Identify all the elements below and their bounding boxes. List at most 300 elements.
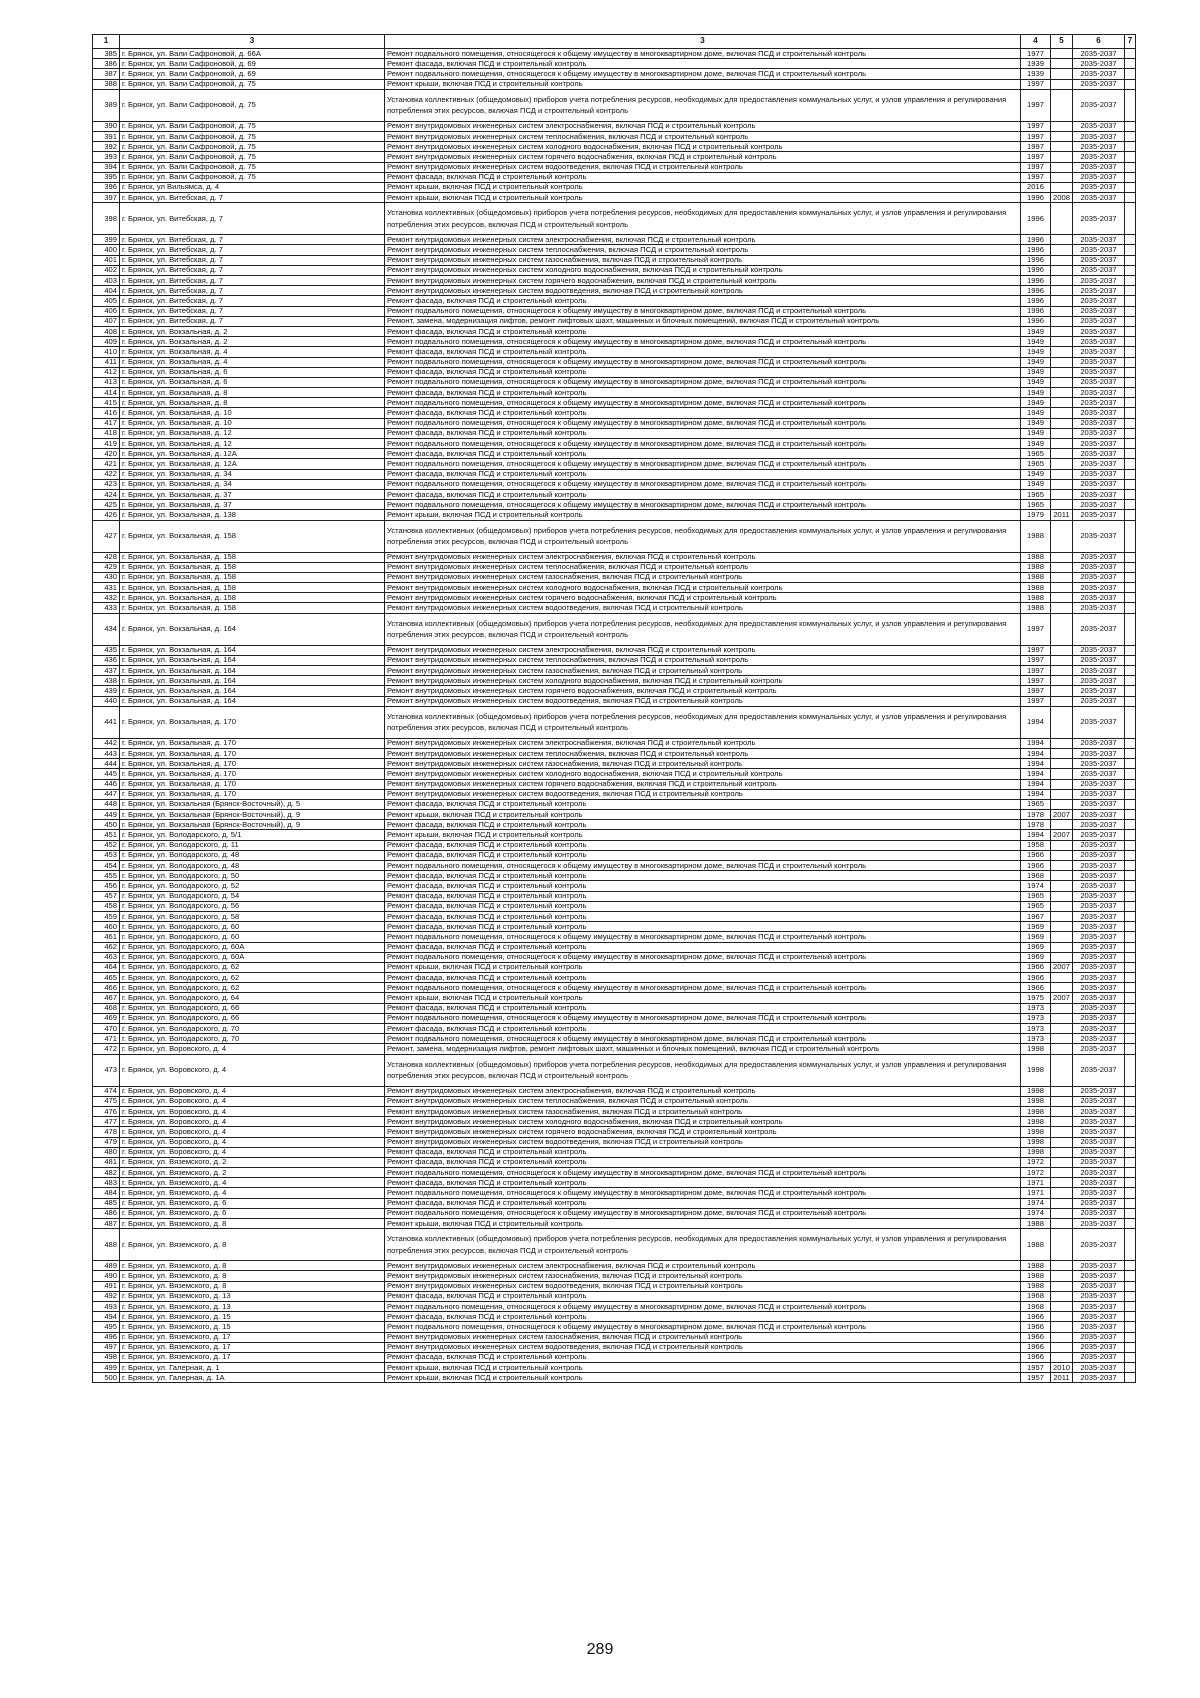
row-address: г. Брянск, ул. Вокзальная, д. 164 [120,613,385,645]
row-work-type: Ремонт внутридомовых инженерных систем водоотведения, включая ПСД и строительный контроль [385,1137,1021,1147]
table-row [93,428,1136,438]
row-address: г. Брянск, ул. Воровского, д. 4 [120,1117,385,1127]
row-year-last-repair [1051,347,1073,357]
row-number: 471 [93,1034,120,1044]
row-number: 468 [93,1003,120,1013]
row-year-last-repair [1051,377,1073,387]
row-address: г. Брянск, ул. Вокзальная, д. 4 [120,357,385,367]
row-work-type: Ремонт фасада, включая ПСД и строительный контроль [385,1178,1021,1188]
row-period: 2035-2037 [1073,326,1125,336]
row-year-built: 1997 [1021,89,1051,121]
row-address: г. Брянск, ул. Володарского, д. 62 [120,973,385,983]
row-extra [1125,552,1136,562]
row-number: 480 [93,1147,120,1157]
table-row [93,993,1136,1003]
table-row [93,245,1136,255]
row-number: 499 [93,1363,120,1373]
row-extra [1125,418,1136,428]
row-work-type: Ремонт фасада, включая ПСД и строительный контроль [385,881,1021,891]
row-number: 474 [93,1086,120,1096]
row-year-last-repair [1051,952,1073,962]
row-year-last-repair [1051,1271,1073,1281]
row-number: 493 [93,1301,120,1311]
row-extra [1125,748,1136,758]
table-row [93,255,1136,265]
table-row [93,1034,1136,1044]
row-work-type: Ремонт внутридомовых инженерных систем горячего водоснабжения, включая ПСД и строительный контроль [385,1127,1021,1137]
row-period: 2035-2037 [1073,182,1125,192]
row-address: г. Брянск, ул. Вали Сафроновой, д. 75 [120,89,385,121]
row-work-type: Ремонт внутридомовых инженерных систем горячего водоснабжения, включая ПСД и строительный контроль [385,686,1021,696]
row-year-last-repair [1051,861,1073,871]
row-year-last-repair [1051,520,1073,552]
table-row [93,510,1136,520]
row-year-last-repair [1051,245,1073,255]
row-work-type: Ремонт внутридомовых инженерных систем водоотведения, включая ПСД и строительный контроль [385,696,1021,706]
row-work-type: Ремонт крыши, включая ПСД и строительный контроль [385,510,1021,520]
row-year-built: 1994 [1021,779,1051,789]
row-address: г. Брянск, ул. Володарского, д. 60 [120,932,385,942]
table-row [93,1271,1136,1281]
row-year-built: 1997 [1021,666,1051,676]
row-address: г. Брянск, ул. Воровского, д. 4 [120,1147,385,1157]
row-year-last-repair: 2011 [1051,510,1073,520]
row-address: г. Брянск, ул. Володарского, д. 60 [120,922,385,932]
table-row [93,1024,1136,1034]
row-number: 388 [93,79,120,89]
table-row [93,799,1136,809]
row-year-last-repair [1051,1261,1073,1271]
row-year-built: 1949 [1021,377,1051,387]
row-extra [1125,911,1136,921]
row-period: 2035-2037 [1073,1261,1125,1271]
row-year-last-repair [1051,748,1073,758]
row-number: 397 [93,193,120,203]
row-work-type: Ремонт подвального помещения, относящегося к общему имуществу в многоквартирном доме, включая ПСД и строительный контроль [385,1168,1021,1178]
row-year-built: 1996 [1021,255,1051,265]
row-year-built: 1994 [1021,830,1051,840]
row-year-built: 1994 [1021,748,1051,758]
row-work-type: Ремонт внутридомовых инженерных систем водоотведения, включая ПСД и строительный контроль [385,286,1021,296]
row-work-type: Ремонт фасада, включая ПСД и строительный контроль [385,799,1021,809]
row-address: г. Брянск, ул. Вокзальная, д. 8 [120,398,385,408]
row-year-built: 1973 [1021,1003,1051,1013]
row-year-last-repair [1051,449,1073,459]
table-row [93,901,1136,911]
row-year-last-repair [1051,973,1073,983]
row-work-type: Ремонт фасада, включая ПСД и строительный контроль [385,428,1021,438]
table-row [93,172,1136,182]
row-year-last-repair [1051,932,1073,942]
row-year-built: 1997 [1021,613,1051,645]
register-sheet [92,34,1135,1383]
row-year-last-repair [1051,276,1073,286]
row-year-last-repair [1051,459,1073,469]
row-address: г. Брянск, ул. Вали Сафроновой, д. 75 [120,162,385,172]
row-year-last-repair: 2007 [1051,830,1073,840]
row-period: 2035-2037 [1073,911,1125,921]
table-row [93,1208,1136,1218]
row-address: г. Брянск, ул. Вяземского, д. 6 [120,1198,385,1208]
row-year-last-repair [1051,1034,1073,1044]
row-period: 2035-2037 [1073,613,1125,645]
row-year-built: 1979 [1021,510,1051,520]
row-period: 2035-2037 [1073,562,1125,572]
row-period: 2035-2037 [1073,449,1125,459]
row-number: 432 [93,593,120,603]
row-year-built: 1968 [1021,871,1051,881]
table-row [93,1291,1136,1301]
row-year-last-repair [1051,326,1073,336]
row-extra [1125,1301,1136,1311]
row-address: г. Брянск, ул. Вокзальная, д. 158 [120,562,385,572]
row-work-type: Ремонт внутридомовых инженерных систем газоснабжения, включая ПСД и строительный контроль [385,1106,1021,1116]
table-row [93,1096,1136,1106]
table-row [93,769,1136,779]
row-number: 492 [93,1291,120,1301]
row-year-built: 1965 [1021,449,1051,459]
table-row [93,1198,1136,1208]
row-work-type: Ремонт фасада, включая ПСД и строительный контроль [385,326,1021,336]
row-year-built: 1972 [1021,1157,1051,1167]
row-year-built: 1966 [1021,973,1051,983]
table-row [93,1168,1136,1178]
col-header-work: 3 [385,35,1021,49]
row-work-type: Ремонт внутридомовых инженерных систем теплоснабжения, включая ПСД и строительный контроль [385,131,1021,141]
row-period: 2035-2037 [1073,738,1125,748]
row-period: 2035-2037 [1073,1301,1125,1311]
row-year-last-repair [1051,388,1073,398]
row-period: 2035-2037 [1073,377,1125,387]
row-year-built: 1998 [1021,1054,1051,1086]
row-extra [1125,686,1136,696]
row-extra [1125,286,1136,296]
row-work-type: Ремонт фасада, включая ПСД и строительный контроль [385,922,1021,932]
row-year-built: 1957 [1021,1363,1051,1373]
row-number: 486 [93,1208,120,1218]
row-extra [1125,69,1136,79]
row-year-last-repair [1051,1086,1073,1096]
row-work-type: Ремонт внутридомовых инженерных систем холодного водоснабжения, включая ПСД и строительный контроль [385,769,1021,779]
row-work-type: Ремонт подвального помещения, относящегося к общему имуществу в многоквартирном доме, включая ПСД и строительный контроль [385,439,1021,449]
row-year-built: 1994 [1021,789,1051,799]
row-year-built: 1996 [1021,286,1051,296]
row-period: 2035-2037 [1073,172,1125,182]
row-number: 416 [93,408,120,418]
table-row [93,655,1136,665]
row-year-last-repair: 2010 [1051,1363,1073,1373]
row-year-last-repair [1051,357,1073,367]
row-work-type: Ремонт крыши, включая ПСД и строительный контроль [385,182,1021,192]
row-period: 2035-2037 [1073,973,1125,983]
row-period: 2035-2037 [1073,871,1125,881]
table-row [93,932,1136,942]
row-year-last-repair [1051,1342,1073,1352]
row-period: 2035-2037 [1073,121,1125,131]
row-year-built: 1969 [1021,932,1051,942]
row-address: г. Брянск, ул. Володарского, д. 52 [120,881,385,891]
row-period: 2035-2037 [1073,49,1125,59]
row-year-last-repair [1051,1229,1073,1261]
row-extra [1125,820,1136,830]
row-address: г. Брянск, ул. Вяземского, д. 8 [120,1219,385,1229]
row-year-last-repair [1051,286,1073,296]
row-extra [1125,706,1136,738]
row-extra [1125,789,1136,799]
table-row [93,686,1136,696]
row-period: 2035-2037 [1073,306,1125,316]
row-address: г. Брянск, ул. Вяземского, д. 15 [120,1322,385,1332]
row-year-built: 1957 [1021,1373,1051,1383]
row-period: 2035-2037 [1073,583,1125,593]
row-address: г. Брянск, ул. Воровского, д. 4 [120,1127,385,1137]
row-year-last-repair [1051,562,1073,572]
row-address: г. Брянск, ул. Вокзальная, д. 164 [120,655,385,665]
row-work-type: Ремонт фасада, включая ПСД и строительный контроль [385,172,1021,182]
row-number: 466 [93,983,120,993]
row-number: 413 [93,377,120,387]
row-address: г. Брянск, ул. Вокзальная, д. 158 [120,593,385,603]
row-year-last-repair [1051,840,1073,850]
row-extra [1125,245,1136,255]
row-year-built: 1997 [1021,645,1051,655]
row-number: 469 [93,1013,120,1023]
row-year-last-repair [1051,983,1073,993]
row-year-last-repair [1051,1219,1073,1229]
row-year-built: 1949 [1021,418,1051,428]
row-work-type: Ремонт внутридомовых инженерных систем холодного водоснабжения, включая ПСД и строительный контроль [385,1117,1021,1127]
row-extra [1125,59,1136,69]
row-year-last-repair [1051,1301,1073,1311]
row-year-built: 1973 [1021,1013,1051,1023]
row-period: 2035-2037 [1073,255,1125,265]
row-period: 2035-2037 [1073,193,1125,203]
row-period: 2035-2037 [1073,1281,1125,1291]
row-address: г. Брянск, ул. Вокзальная, д. 158 [120,520,385,552]
table-row [93,152,1136,162]
row-year-built: 1949 [1021,439,1051,449]
row-work-type: Ремонт крыши, включая ПСД и строительный контроль [385,810,1021,820]
row-year-last-repair [1051,235,1073,245]
row-year-built: 1998 [1021,1096,1051,1106]
table-row [93,326,1136,336]
row-work-type: Ремонт внутридомовых инженерных систем горячего водоснабжения, включая ПСД и строительный контроль [385,152,1021,162]
row-period: 2035-2037 [1073,1034,1125,1044]
row-work-type: Ремонт фасада, включая ПСД и строительный контроль [385,901,1021,911]
table-row [93,1044,1136,1054]
row-year-last-repair [1051,418,1073,428]
row-year-built: 1967 [1021,911,1051,921]
row-work-type: Ремонт внутридомовых инженерных систем холодного водоснабжения, включая ПСД и строительный контроль [385,265,1021,275]
row-year-last-repair: 2007 [1051,993,1073,1003]
row-extra [1125,377,1136,387]
table-row [93,696,1136,706]
row-period: 2035-2037 [1073,245,1125,255]
row-number: 470 [93,1024,120,1034]
table-row [93,306,1136,316]
table-row [93,203,1136,235]
row-work-type: Ремонт внутридомовых инженерных систем холодного водоснабжения, включая ПСД и строительный контроль [385,676,1021,686]
row-year-last-repair [1051,1332,1073,1342]
row-number: 430 [93,572,120,582]
row-period: 2035-2037 [1073,1332,1125,1342]
row-year-built: 1997 [1021,655,1051,665]
row-year-last-repair [1051,820,1073,830]
row-year-built: 1988 [1021,520,1051,552]
row-period: 2035-2037 [1073,799,1125,809]
row-extra [1125,142,1136,152]
col-header-year-built: 4 [1021,35,1051,49]
row-work-type: Ремонт внутридомовых инженерных систем газоснабжения, включая ПСД и строительный контроль [385,666,1021,676]
row-year-built: 1997 [1021,676,1051,686]
row-extra [1125,973,1136,983]
row-period: 2035-2037 [1073,1168,1125,1178]
row-extra [1125,408,1136,418]
row-work-type: Ремонт внутридомовых инженерных систем газоснабжения, включая ПСД и строительный контроль [385,255,1021,265]
row-number: 446 [93,779,120,789]
row-year-built: 1966 [1021,983,1051,993]
table-row [93,1013,1136,1023]
row-number: 424 [93,489,120,499]
row-extra [1125,583,1136,593]
row-period: 2035-2037 [1073,489,1125,499]
row-year-built: 1988 [1021,593,1051,603]
row-number: 456 [93,881,120,891]
row-extra [1125,613,1136,645]
row-year-built: 1966 [1021,1332,1051,1342]
table-row [93,645,1136,655]
row-year-built: 1949 [1021,479,1051,489]
row-period: 2035-2037 [1073,162,1125,172]
row-period: 2035-2037 [1073,142,1125,152]
row-number: 448 [93,799,120,809]
row-address: г. Брянск, ул. Володарского, д. 5/1 [120,830,385,840]
row-address: г. Брянск, ул. Витебская, д. 7 [120,203,385,235]
row-number: 398 [93,203,120,235]
row-period: 2035-2037 [1073,1044,1125,1054]
table-row [93,1352,1136,1362]
row-extra [1125,449,1136,459]
row-work-type: Ремонт внутридомовых инженерных систем горячего водоснабжения, включая ПСД и строительный контроль [385,593,1021,603]
row-period: 2035-2037 [1073,962,1125,972]
row-extra [1125,759,1136,769]
row-year-last-repair [1051,255,1073,265]
row-number: 485 [93,1198,120,1208]
row-extra [1125,1208,1136,1218]
row-address: г. Брянск, ул. Володарского, д. 62 [120,983,385,993]
row-number: 406 [93,306,120,316]
table-row [93,1332,1136,1342]
row-number: 387 [93,69,120,79]
row-year-built: 1977 [1021,49,1051,59]
row-work-type: Ремонт крыши, включая ПСД и строительный контроль [385,1373,1021,1383]
row-extra [1125,593,1136,603]
table-row [93,1178,1136,1188]
row-year-built: 1996 [1021,235,1051,245]
row-period: 2035-2037 [1073,686,1125,696]
table-row [93,830,1136,840]
row-year-last-repair [1051,439,1073,449]
row-work-type: Ремонт фасада, включая ПСД и строительный контроль [385,1003,1021,1013]
table-row [93,840,1136,850]
row-extra [1125,162,1136,172]
row-address: г. Брянск, ул. Вокзальная, д. 170 [120,759,385,769]
table-row [93,449,1136,459]
row-work-type: Ремонт фасада, включая ПСД и строительный контроль [385,891,1021,901]
row-year-built: 1973 [1021,1034,1051,1044]
row-address: г. Брянск, ул. Вокзальная, д. 10 [120,418,385,428]
row-year-built: 1966 [1021,1312,1051,1322]
row-address: г. Брянск, ул. Вокзальная, д. 12А [120,449,385,459]
row-period: 2035-2037 [1073,1188,1125,1198]
row-work-type: Ремонт крыши, включая ПСД и строительный контроль [385,193,1021,203]
row-period: 2035-2037 [1073,510,1125,520]
row-number: 453 [93,850,120,860]
row-work-type: Ремонт внутридомовых инженерных систем теплоснабжения, включая ПСД и строительный контроль [385,245,1021,255]
table-row [93,613,1136,645]
row-address: г. Брянск, ул. Вяземского, д. 4 [120,1188,385,1198]
col-header-period: 6 [1073,35,1125,49]
row-address: г. Брянск, ул. Вокзальная (Брянск-Восточный), д. 9 [120,810,385,820]
row-year-last-repair [1051,182,1073,192]
row-work-type: Ремонт внутридомовых инженерных систем водоотведения, включая ПСД и строительный контроль [385,1281,1021,1291]
table-row [93,162,1136,172]
row-period: 2035-2037 [1073,357,1125,367]
row-work-type: Ремонт подвального помещения, относящегося к общему имуществу в многоквартирном доме, включая ПСД и строительный контроль [385,1301,1021,1311]
row-address: г. Брянск, ул. Володарского, д. 50 [120,871,385,881]
row-period: 2035-2037 [1073,1178,1125,1188]
row-year-built: 1998 [1021,1044,1051,1054]
table-row [93,738,1136,748]
row-year-built: 1998 [1021,1086,1051,1096]
row-period: 2035-2037 [1073,810,1125,820]
row-period: 2035-2037 [1073,942,1125,952]
row-number: 450 [93,820,120,830]
row-year-last-repair [1051,162,1073,172]
works-table [92,34,1136,1383]
page-number: 289 [586,1641,614,1658]
row-year-built: 1988 [1021,1271,1051,1281]
row-year-built: 1949 [1021,326,1051,336]
row-work-type: Ремонт подвального помещения, относящегося к общему имуществу в многоквартирном доме, включая ПСД и строительный контроль [385,306,1021,316]
row-period: 2035-2037 [1073,1342,1125,1352]
row-extra [1125,655,1136,665]
row-address: г. Брянск, ул. Вокзальная, д. 164 [120,686,385,696]
row-extra [1125,932,1136,942]
row-year-last-repair [1051,706,1073,738]
row-number: 414 [93,388,120,398]
row-year-built: 1966 [1021,1342,1051,1352]
row-work-type: Ремонт подвального помещения, относящегося к общему имуществу в многоквартирном доме, включая ПСД и строительный контроль [385,418,1021,428]
row-address: г. Брянск, ул. Вали Сафроновой, д. 69 [120,69,385,79]
row-year-last-repair [1051,942,1073,952]
row-year-last-repair: 2007 [1051,810,1073,820]
row-year-built: 1973 [1021,1024,1051,1034]
row-address: г. Брянск, ул. Вали Сафроновой, д. 75 [120,131,385,141]
table-row [93,1117,1136,1127]
row-year-last-repair [1051,645,1073,655]
table-row [93,142,1136,152]
row-period: 2035-2037 [1073,1322,1125,1332]
row-number: 412 [93,367,120,377]
row-period: 2035-2037 [1073,1096,1125,1106]
row-year-last-repair [1051,901,1073,911]
row-period: 2035-2037 [1073,276,1125,286]
row-period: 2035-2037 [1073,706,1125,738]
row-number: 476 [93,1106,120,1116]
row-number: 462 [93,942,120,952]
table-row [93,367,1136,377]
